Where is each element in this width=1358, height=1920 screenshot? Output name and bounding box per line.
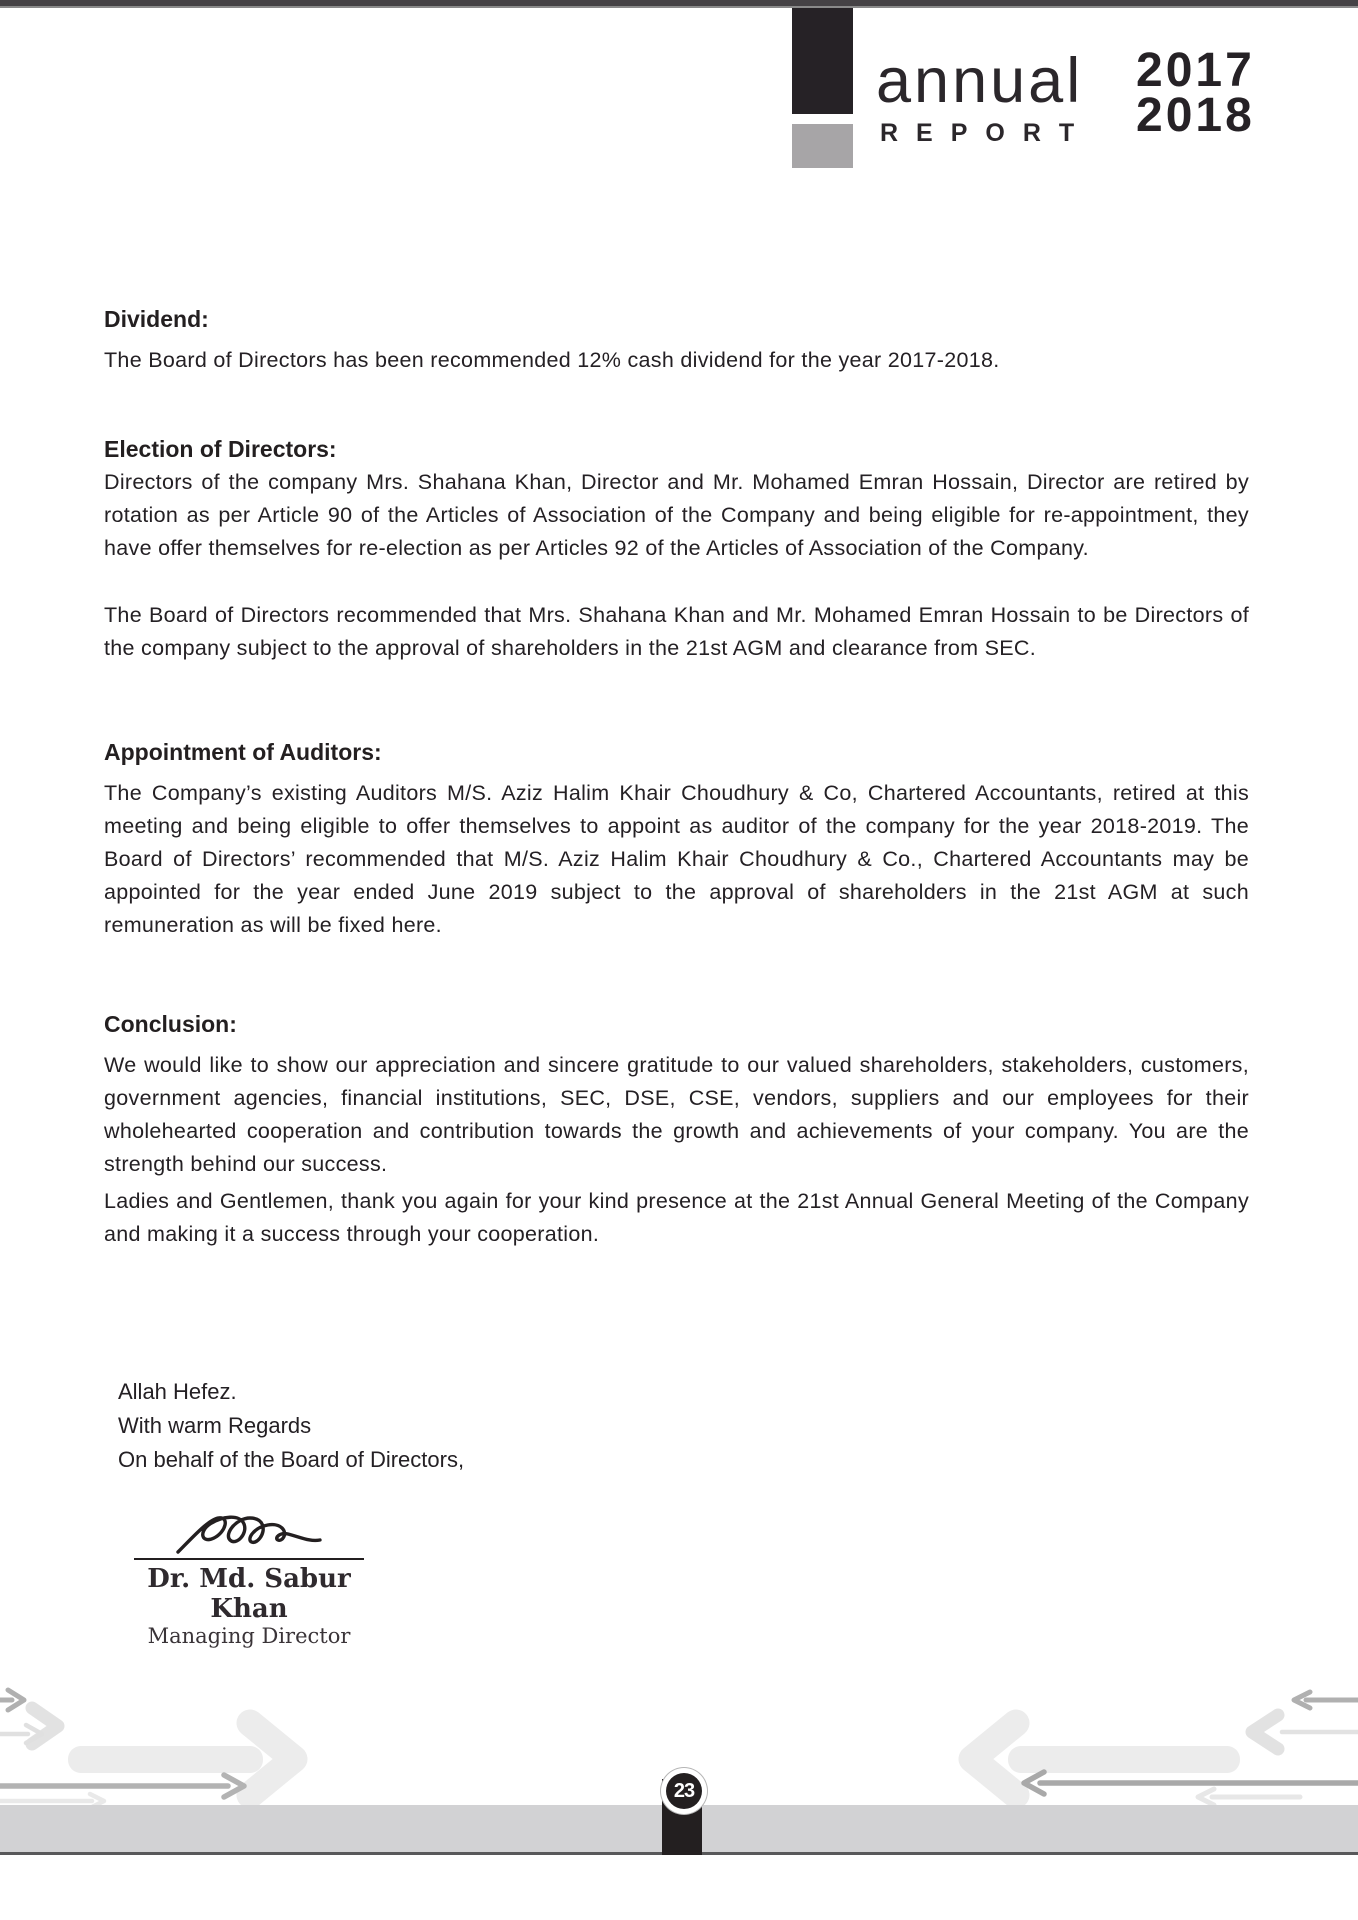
paragraph-conclusion-1: We would like to show our appreciation and sincere gratitude to our valued shareholders, stakeholders, customers, government agencies, financial institutions, SEC, DSE, CSE, vendors, suppliers and our employees for their wholehearted cooperation and contribution towards the growth and achievements of your company. You are the strength behind our success. — [104, 1053, 1249, 1176]
logo-report-text: REPORT — [880, 119, 1093, 147]
closing-line-1: Allah Hefez. — [118, 1379, 237, 1404]
top-border-bar — [0, 0, 1358, 8]
closing-block — [118, 1375, 464, 1477]
signature-line — [134, 1558, 364, 1560]
arrows-pointing-right-group — [0, 1690, 294, 1808]
closing-line-3: On behalf of the Board of Directors, — [118, 1447, 465, 1472]
section-heading-auditors: Appointment of Auditors: — [104, 739, 382, 765]
paragraph-conclusion-2: Ladies and Gentlemen, thank you again for your kind presence at the 21st Annual General Meeting of the Company and making it a success through your cooperation. — [104, 1189, 1249, 1246]
logo-gray-block — [792, 124, 853, 168]
section-heading-election: Election of Directors: — [104, 436, 337, 462]
page-number-badge — [661, 1768, 707, 1814]
logo-year-top: 2017 — [1136, 44, 1255, 97]
closing-line-2: With warm Regards — [118, 1413, 312, 1438]
section-heading-conclusion: Conclusion: — [104, 1011, 237, 1037]
paragraph-dividend: The Board of Directors has been recommended 12% cash dividend for the year 2017-2018. — [104, 348, 1000, 372]
logo-annual-text: annual — [876, 46, 1084, 116]
signatory-title: Managing Director — [147, 1624, 351, 1648]
signatory-name: Dr. Md. Sabur Khan — [147, 1564, 351, 1624]
section-heading-dividend: Dividend: — [104, 306, 209, 332]
arrows-pointing-left-group — [972, 1692, 1358, 1805]
logo-black-block — [792, 8, 853, 114]
logo-year-bottom: 2018 — [1136, 89, 1255, 142]
paragraph-election-1: Directors of the company Mrs. Shahana Khan, Director and Mr. Mohamed Emran Hossain, Director are retired by rotation as per Article 90 of the Articles of Association of the Company and being eligible for re-appointment, they have offer themselves for re-election as per Articles 92 of the Articles of Association of the Company. — [104, 470, 1249, 560]
signature-scribble-icon — [174, 1512, 324, 1556]
signature-block — [128, 1512, 370, 1648]
paragraph-election-2: The Board of Directors recommended that Mrs. Shahana Khan and Mr. Mohamed Emran Hossain to be Directors of the company subject to the approval of shareholders in the 21st AGM and clearance from SEC. — [104, 603, 1249, 660]
logo-years — [1136, 44, 1255, 142]
paragraph-auditors: The Company’s existing Auditors M/S. Aziz Halim Khair Choudhury & Co, Chartered Accountants, retired at this meeting and being eligible to offer themselves to appoint as auditor of the company for the year 2018-2019. The Board of Directors’ recommended that M/S. Aziz Halim Khair Choudhury & Co., Chartered Accountants may be appointed for the year ended June 2019 subject to the approval of shareholders in the 21st AGM at such remuneration as will be fixed here. — [104, 781, 1249, 937]
page-number: 23 — [666, 1773, 702, 1809]
